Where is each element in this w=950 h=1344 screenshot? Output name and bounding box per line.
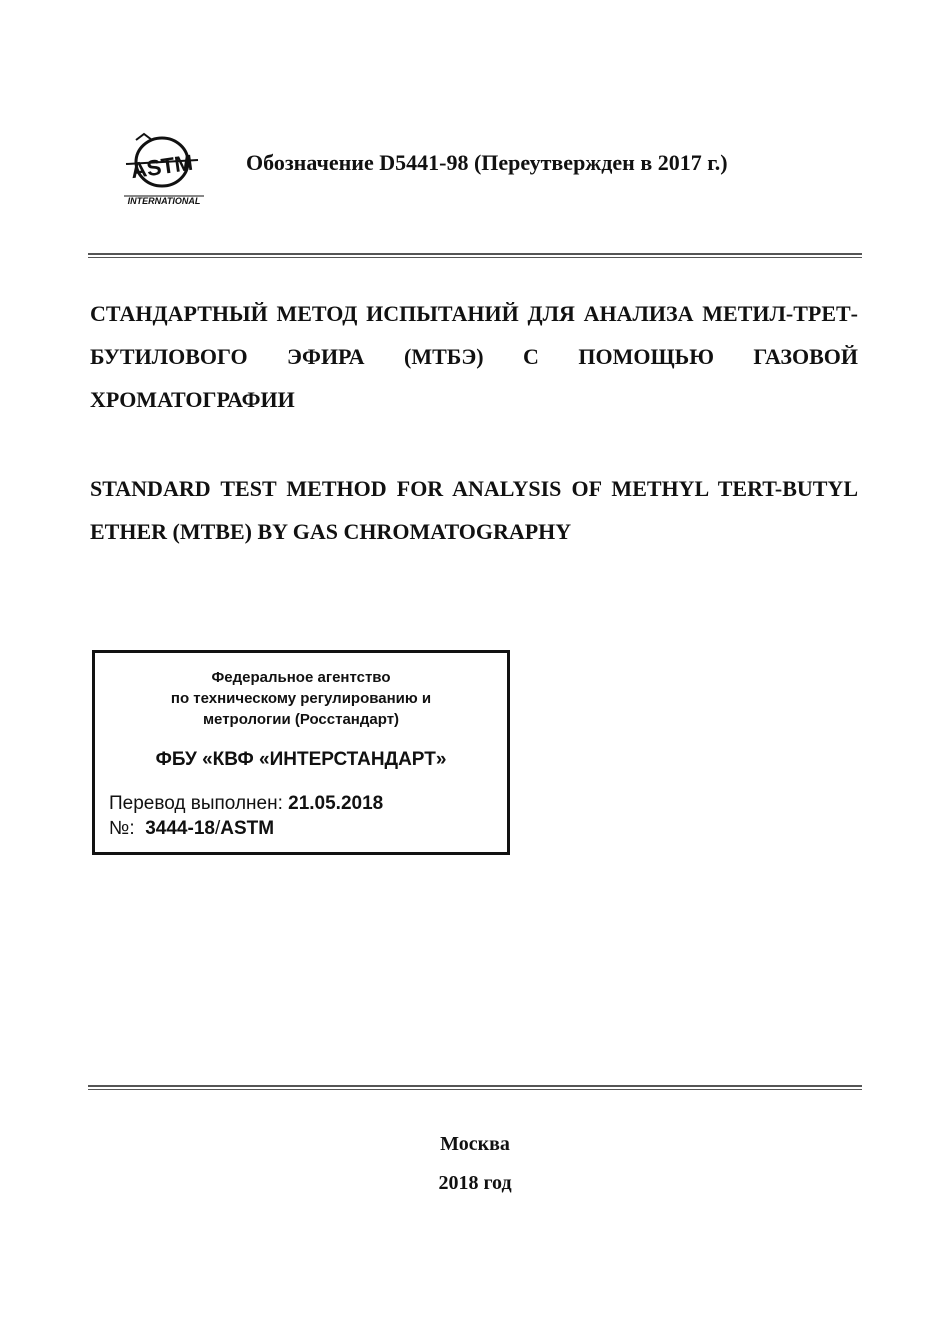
agency-name [95,667,507,730]
publication-city: Москва [440,1133,510,1155]
title-english: STANDARD TEST METHOD FOR ANALYSIS OF METHYL TERT-BUTYL ETHER (MTBE) BY GAS CHROMATOGRAPHY [90,476,858,544]
bottom-divider [88,1085,862,1090]
translation-date-line [109,793,383,815]
agency-line: метрологии (Росстандарт) [202,711,400,728]
astm-logo-icon [122,130,206,208]
publication-year: 2018 год [438,1172,512,1194]
translation-date: 21.05.2018 [288,793,384,814]
translation-number-line: №: 3444-18/ASTM [109,818,275,839]
organization-name: ФБУ «КВФ «ИНТЕРСТАНДАРТ» [155,749,447,770]
svg-text:INTERNATIONAL: INTERNATIONAL [127,196,201,206]
agency-line: по техническому регулированию и [170,690,432,707]
title-russian: СТАНДАРТНЫЙ МЕТОД ИСПЫТАНИЙ ДЛЯ АНАЛИЗА МЕТИЛ-ТРЕТ-БУТИЛОВОГО ЭФИРА (МТБЭ) С ПОМОЩЬЮ ГАЗОВОЙ ХРОМАТОГРАФИИ [90,301,858,412]
number-label: №: [109,818,135,839]
agency-line: Федеральное агентство [211,669,391,686]
astm-logo [122,130,206,208]
translation-label: Перевод выполнен: [109,793,283,814]
document-designation: Обозначение D5441-98 (Переутвержден в 2017 г.) [246,150,728,175]
number-suffix: ASTM [220,818,275,839]
number-value: 3444-18 [145,818,215,839]
top-divider [88,253,862,258]
svg-text:ASTM: ASTM [129,149,195,184]
translation-stamp [92,650,510,855]
